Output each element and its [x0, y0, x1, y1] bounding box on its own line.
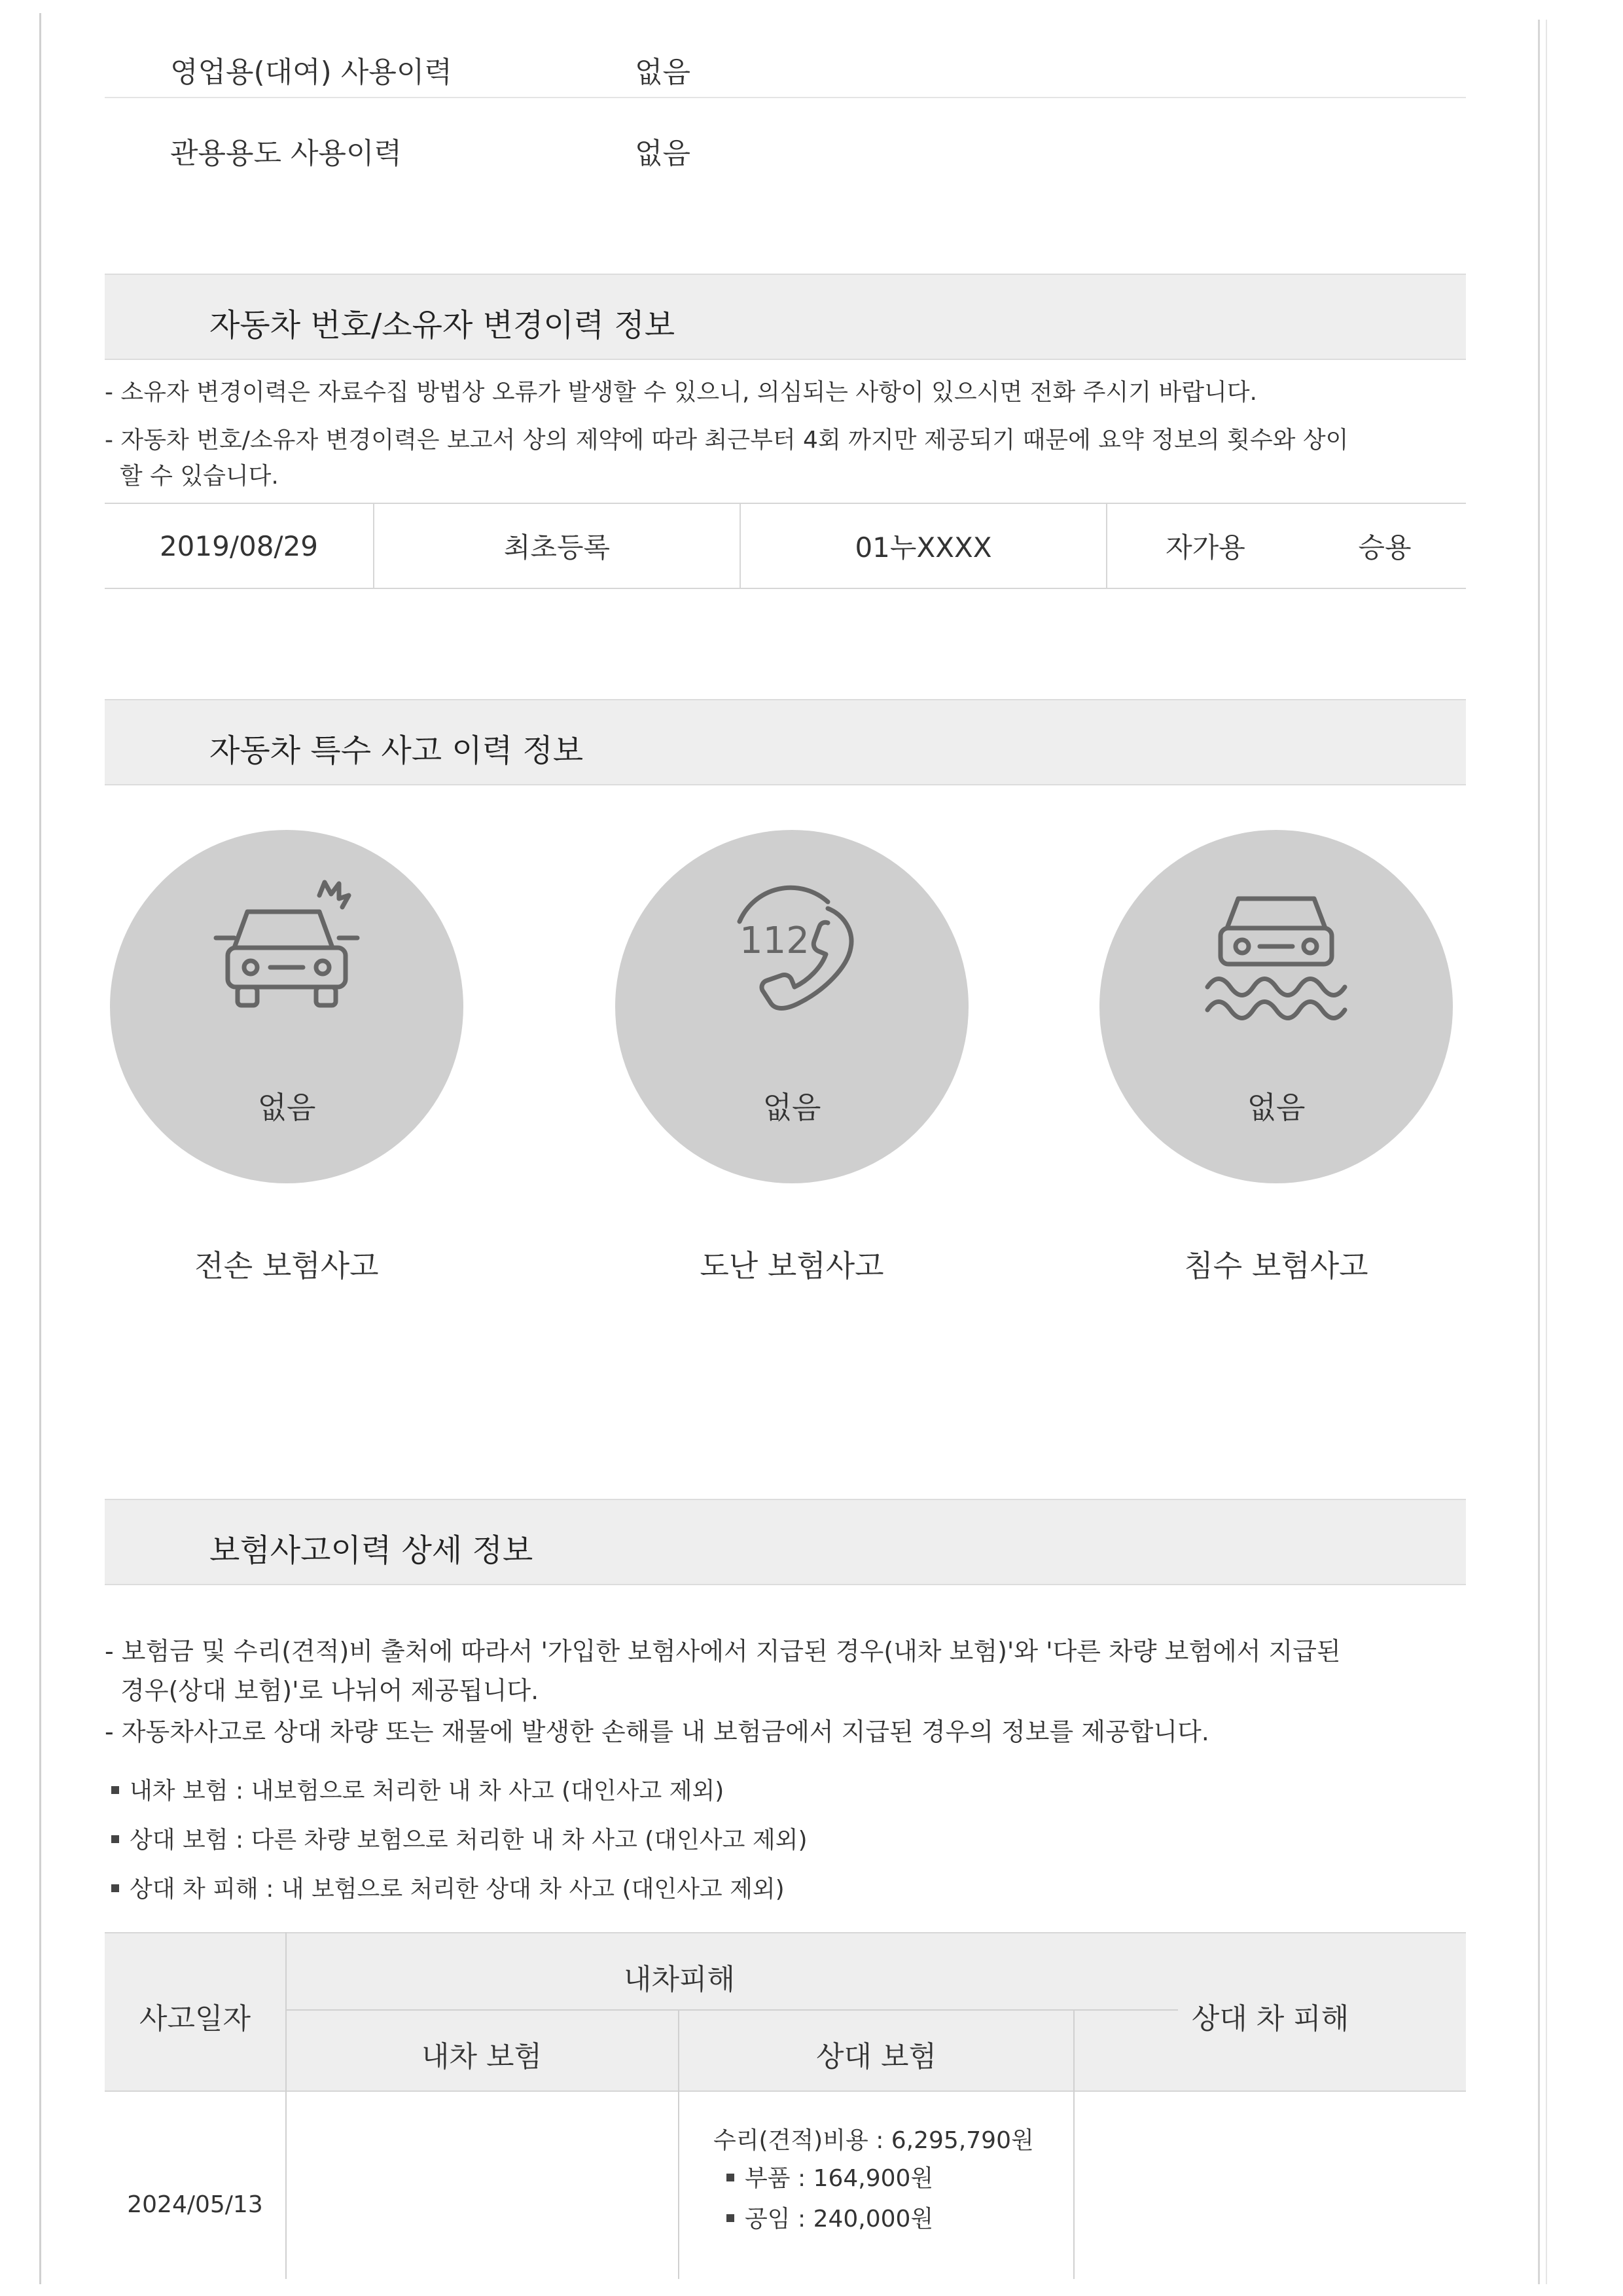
ownership-note-3: 할 수 있습니다.: [105, 463, 279, 490]
bullet-square: [111, 1835, 119, 1843]
svg-text:112: 112: [740, 920, 810, 962]
ownership-plate: 01누XXXX: [855, 531, 992, 564]
section-title: 자동차 번호/소유자 변경이력 정보: [209, 307, 675, 344]
repair-cost: 수리(견적)비용 : 6,295,790원: [713, 2127, 1034, 2154]
insurance-bullet: [105, 1821, 808, 1855]
header-other-car-damage: 상대 차 피해: [1191, 2002, 1349, 2036]
header-my-insurance: 내차 보험: [421, 2040, 542, 2073]
theft-status: 없음: [762, 1090, 821, 1125]
usage-value: 없음: [635, 56, 691, 89]
header-other-insurance: 상대 보험: [815, 2040, 936, 2073]
insurance-note-2: 경우(상대 보험)'로 나뉘어 제공됩니다.: [105, 1676, 539, 1705]
ownership-note-1: - 소유자 변경이력은 자료수집 방법상 오류가 발생할 수 있으니, 의심되는 사항이 있으시면 전화 주시기 바랍니다.: [105, 379, 1258, 406]
bullet-square: [111, 1884, 119, 1892]
section-header-ownership: [105, 274, 1466, 360]
crashed-car-icon: [208, 876, 365, 1033]
usage-value: 없음: [635, 137, 691, 170]
labor-cost: [726, 2200, 933, 2234]
bullet-text: 상대 보험 : 다른 차량 보험으로 처리한 내 차 사고 (대인사고 제외): [130, 1827, 808, 1854]
flood-status: 없음: [1247, 1090, 1306, 1125]
table-divider: [285, 2009, 1178, 2011]
insurance-bullet: [105, 1772, 724, 1806]
accident-table: [105, 1932, 1466, 2279]
section-header-insurance-detail: [105, 1499, 1466, 1585]
insurance-note-1: - 보험금 및 수리(견적)비 출처에 따라서 '가입한 보험사에서 지급된 경우(내차 보험)'와 '다른 차량 보험에서 지급된: [105, 1637, 1341, 1666]
total-loss-label: 전손 보험사고: [194, 1248, 379, 1283]
theft-label: 도난 보험사고: [700, 1248, 884, 1283]
bullet-square: [111, 1786, 119, 1794]
parts-cost: [726, 2160, 933, 2193]
accident-date: 2024/05/13: [127, 2191, 263, 2218]
usage-label: 관용용도 사용이력: [170, 137, 402, 170]
flooded-car-icon: [1198, 876, 1355, 1033]
section-title: 자동차 특수 사고 이력 정보: [209, 732, 584, 769]
ownership-type: 승용: [1358, 531, 1412, 564]
total-loss-status: 없음: [257, 1090, 316, 1125]
bullet-square: [726, 2174, 734, 2181]
header-my-car-damage: 내차피해: [623, 1963, 735, 1996]
insurance-bullet: [105, 1871, 785, 1904]
section-header-special-accident: [105, 699, 1466, 785]
ownership-date: 2019/08/29: [159, 529, 319, 562]
theft-circle: [615, 830, 969, 1183]
labor-text: 공임 : 240,000원: [745, 2206, 934, 2233]
ownership-event: 최초등록: [503, 531, 611, 564]
bullet-text: 상대 차 피해 : 내 보험으로 처리한 상대 차 사고 (대인사고 제외): [130, 1876, 785, 1903]
total-loss-circle: [110, 830, 463, 1183]
parts-text: 부품 : 164,900원: [745, 2165, 934, 2192]
table-divider: [1073, 2009, 1075, 2279]
ownership-use: 자가용: [1166, 531, 1245, 564]
flood-circle: [1099, 830, 1453, 1183]
flood-label: 침수 보험사고: [1184, 1248, 1368, 1283]
usage-row-government: [105, 106, 1466, 178]
bullet-square: [726, 2214, 734, 2222]
page-border-left: [39, 13, 41, 2284]
page-border-right: [1538, 20, 1540, 2284]
ownership-note-2: - 자동차 번호/소유자 변경이력은 보고서 상의 제약에 따라 최근부터 4회 까지만 제공되기 때문에 요약 정보의 횟수와 상이: [105, 427, 1349, 454]
header-accident-date: 사고일자: [139, 2002, 251, 2036]
bullet-text: 내차 보험 : 내보험으로 처리한 내 차 사고 (대인사고 제외): [130, 1778, 724, 1804]
usage-row-rental: [105, 25, 1466, 98]
usage-label: 영업용(대여) 사용이력: [170, 56, 452, 89]
section-title: 보험사고이력 상세 정보: [209, 1532, 533, 1569]
page-border-right-inner: [1546, 20, 1547, 2284]
ownership-table: [105, 503, 1466, 589]
phone-112-icon: [713, 876, 870, 1033]
insurance-note-3: - 자동차사고로 상대 차량 또는 재물에 발생한 손해를 내 보험금에서 지급된 경우의 정보를 제공합니다.: [105, 1717, 1209, 1746]
